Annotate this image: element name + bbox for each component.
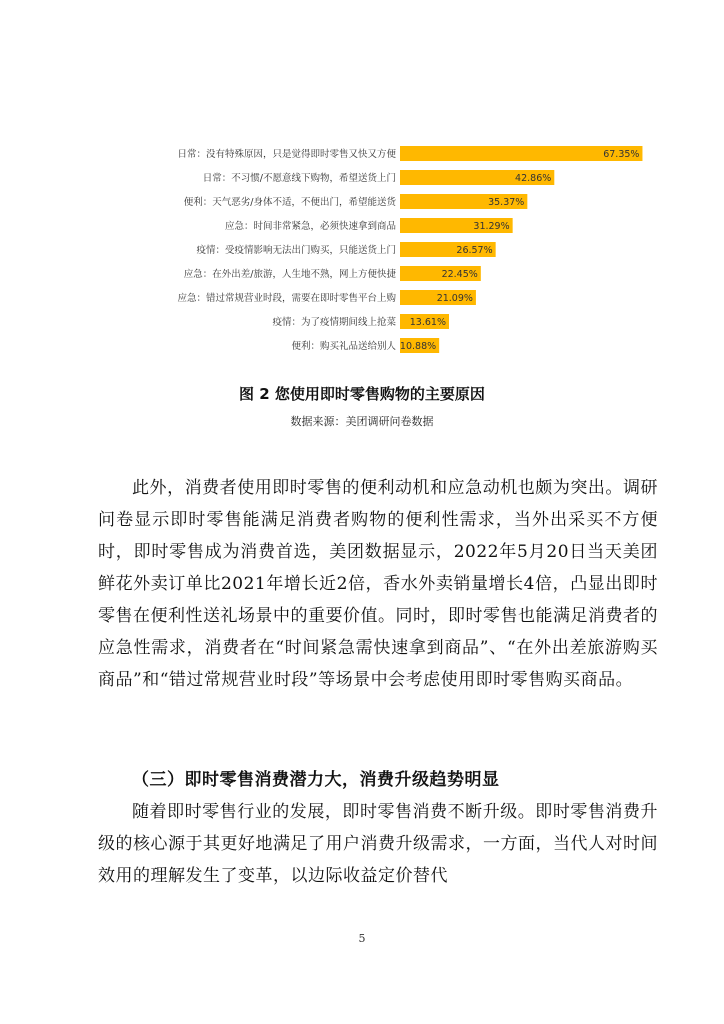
category-label: 疫情：受疫情影响无法出门购买，只能送货上门 (196, 245, 396, 256)
category-label: 应急：时间非常紧急，必须快速拿到商品 (224, 221, 396, 232)
category-label: 日常：不习惯/不愿意线下购物，希望送货上门 (202, 173, 396, 184)
reasons-bar-chart (0, 0, 724, 370)
body-paragraph-2: 随着即时零售行业的发展，即时零售消费不断升级。即时零售消费升级的核心源于其更好地满足了用户消费升级需求，一方面，当代人对时间效用的理解发生了变革，以边际收益定价替代 (98, 802, 658, 886)
body-paragraph-1: 此外，消费者使用即时零售的便利动机和应急动机也颇为突出。调研问卷显示即时零售能满足消费者购物的便利性需求，当外出采买不方便时，即时零售成为消费首选，美团数据显示，2022年5月20日当天美团鲜花外卖订单比2021年增长近2倍，香水外卖销量增长4倍，凸显出即时零售在便利性送礼场景中的重要价值。同时，即时零售也能满足消费者的应急性需求，消费者在“时间紧急需快速拿到商品”、“在外出差旅游购买商品”和“错过常规营业时段”等场景中会考虑使用即时零售购买商品。 (98, 478, 658, 690)
data-label: 13.61% (409, 317, 446, 328)
data-label: 42.86% (515, 173, 552, 184)
category-label: 日常：没有特殊原因，只是觉得即时零售又快又方便 (177, 149, 396, 160)
page-number: 5 (358, 932, 366, 945)
category-label: 便利：购买礼品送给别人 (291, 341, 396, 352)
data-label: 22.45% (441, 269, 478, 280)
category-label: 便利：天气恶劣/身体不适，不便出门，希望能送货 (183, 197, 396, 208)
data-label: 21.09% (436, 293, 473, 304)
data-label: 10.88% (399, 341, 437, 352)
data-label: 67.35% (603, 149, 640, 160)
section-heading: （三）即时零售消费潜力大，消费升级趋势明显 (132, 770, 500, 790)
data-label: 35.37% (488, 197, 525, 208)
figure-caption-title: 图 2 您使用即时零售购物的主要原因 (239, 385, 485, 403)
data-label: 26.57% (456, 245, 493, 256)
chart-svg (0, 0, 724, 370)
category-label: 应急：在外出差/旅游，人生地不熟，网上方便快捷 (183, 269, 396, 280)
category-label: 疫情：为了疫情期间线上抢菜 (272, 317, 396, 328)
category-label: 应急：错过常规营业时段，需要在即时零售平台上购 (177, 293, 396, 304)
data-label: 31.29% (473, 221, 510, 232)
figure-data-source: 数据来源：美团调研问卷数据 (290, 415, 434, 428)
